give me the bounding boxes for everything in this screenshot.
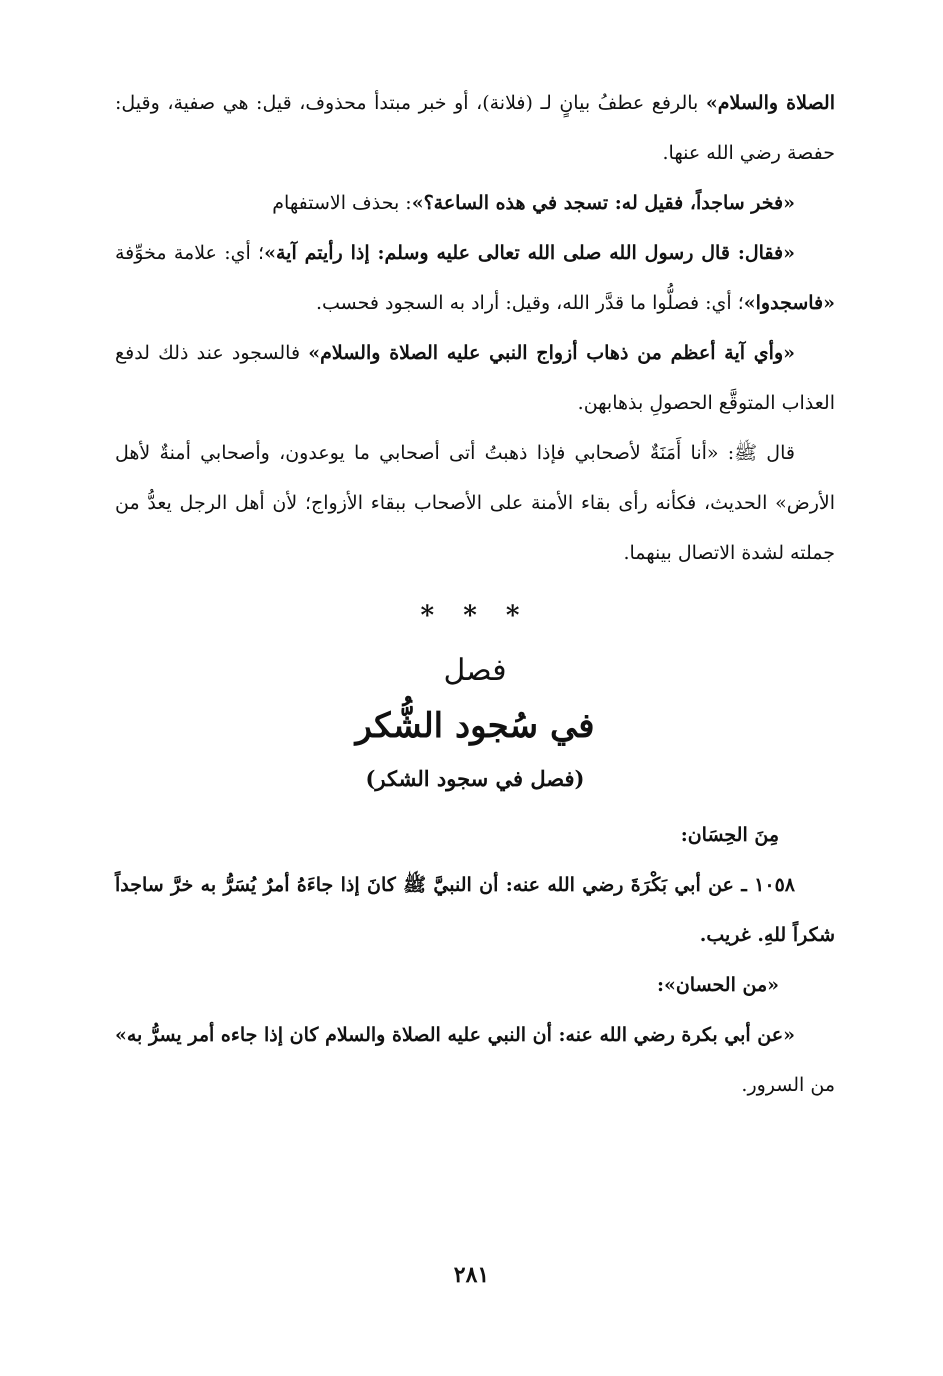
paragraph-1-bold: الصلاة والسلام» [705,92,835,114]
heading-commentary: «من الحسان»: [656,974,779,996]
page-body [115,78,835,1110]
section-label: فصل [443,653,507,688]
paragraph-4 [115,328,835,428]
commentary-bold: «عن أبي بكرة رضي الله عنه: أن النبي عليه الصلاة والسلام كان إذا جاءه أمر يسرُّ به» [115,1024,795,1046]
paragraph-3 [115,228,835,328]
paragraph-4-text: فالسجود عند ذلك لدفع العذاب المتوقَّع الحصولِ بذهابهن. [115,342,835,414]
section-separator: * * * [420,601,530,631]
paragraph-2 [115,178,835,228]
paragraph-3-bold: «فقال: قال رسول الله صلى الله تعالى عليه وسلم: إذا رأيتم آية» [264,242,795,264]
section-title: في سُجود الشُّكر [355,706,595,746]
commentary-paragraph [115,1010,835,1110]
page-number: ٢٨١ [453,1262,490,1288]
paragraph-3-text-1: ؛ أي: علامة مخوِّفة [115,242,265,264]
paragraph-5: قال ﷺ: «أنا أَمَنَةٌ لأصحابي فإذا ذهبتُ أتى أصحابي ما يوعدون، وأصحابي أمنةٌ لأهل الأرض» الحديث، فكأنه رأى بقاء الأمنة على الأصحاب ببقاء الأزواج؛ لأن أهل الرجل يعدُّ من جملته لشدة الاتصال بينهما. [115,442,835,564]
paragraph-2-bold: «فخر ساجداً، فقيل له: تسجد في هذه الساعة؟» [411,192,795,214]
paragraph-4-bold: «وأي آية أعظم من ذهاب أزواج النبي عليه الصلاة والسلام» [308,342,795,364]
paragraph-3-text-2: ؛ أي: فصلُّوا ما قدَّر الله، وقيل: أراد به السجود فحسب. [315,292,744,314]
hadith-1058: ١٠٥٨ ـ عن أبي بَكْرَةَ رضي الله عنه: أن النبيَّ ﷺ كانَ إذا جاءَهُ أمرٌ يُسَرُّ به خرَّ ساجداً شكراً للهِ. غريب. [115,874,835,946]
paragraph-1-text: بالرفع عطفُ بيانٍ لـ (فلانة)، أو خبر مبتدأ محذوف، قيل: هي صفية، وقيل: حفصة رضي الله عنها. [115,92,835,164]
commentary-text: من السرور. [741,1074,835,1096]
paragraph-1 [115,78,835,178]
paragraph-2-text: : بحذف الاستفهام [272,192,412,214]
section-subtitle: (فصل في سجود الشكر) [365,766,585,791]
heading-hisan: مِنَ الحِسَان: [680,824,779,846]
paragraph-3-bold-2: «فاسجدوا» [743,292,835,314]
